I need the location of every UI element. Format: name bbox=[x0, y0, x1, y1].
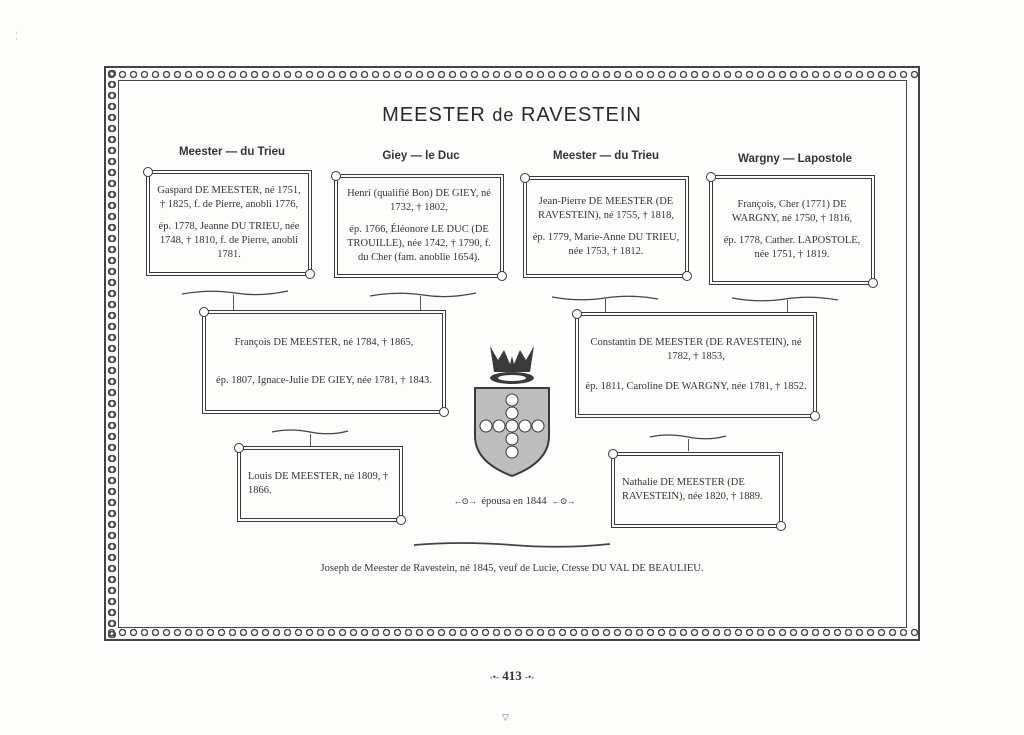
descendant-line: Joseph de Meester de Ravestein, né 1845, veuf de Lucie, Ctesse DU VAL DE BEAULIEU. bbox=[320, 563, 704, 574]
marriage-text: épousa en 1844 bbox=[481, 496, 547, 507]
ornament-left-icon: ←⊙→ bbox=[453, 496, 477, 506]
grandparents-box-3 bbox=[523, 176, 689, 278]
scan-mark: ¦ bbox=[16, 30, 18, 40]
connector-line bbox=[310, 434, 311, 446]
connector-line bbox=[605, 299, 606, 312]
flourish-ornament bbox=[180, 289, 290, 297]
flourish-ornament bbox=[368, 291, 478, 299]
page-number-value: 413 bbox=[502, 668, 522, 683]
connector-line bbox=[233, 295, 234, 311]
coat-of-arms-icon bbox=[470, 338, 554, 478]
title-end: RAVESTEIN bbox=[520, 104, 642, 126]
flourish-ornament bbox=[730, 295, 840, 303]
grandparents-2-wife: ép. 1766, Éléonore LE DUC (DE TROUILLE), née 1742, † 1790, f. du Cher (fam. anoblie 1654). bbox=[347, 224, 491, 263]
connector-line bbox=[688, 439, 689, 451]
page-number bbox=[0, 668, 1024, 684]
column-heading-4: Wargny — Lapostole bbox=[738, 153, 852, 165]
column-heading-2: Giey — le Duc bbox=[382, 150, 460, 162]
grandparents-4-husband: François, Cher (1771) DE WARGNY, né 1750, † 1816, bbox=[731, 199, 853, 224]
frame-border-top bbox=[106, 69, 918, 80]
flourish-ornament bbox=[412, 540, 612, 548]
page-title bbox=[0, 104, 1024, 127]
page-number-dash-right: -•- bbox=[525, 672, 535, 682]
grandparents-box-1 bbox=[146, 170, 312, 276]
parents-1-wife: ép. 1807, Ignace-Julie DE GIEY, née 1781, † 1843. bbox=[216, 375, 432, 386]
connector-line bbox=[420, 296, 421, 311]
grandparents-3-wife: ép. 1779, Marie-Anne DU TRIEU, née 1753, † 1812. bbox=[532, 232, 680, 257]
parents-box-1 bbox=[202, 310, 446, 414]
frame-border-right bbox=[106, 68, 117, 639]
grandparents-box-4 bbox=[709, 175, 875, 285]
child-louis-text: Louis DE MEESTER, né 1809, † 1866. bbox=[248, 471, 389, 496]
frame-border-bottom bbox=[106, 627, 918, 638]
child-box-nathalie bbox=[611, 452, 783, 528]
parents-2-wife: ép. 1811, Caroline DE WARGNY, née 1781, † 1852. bbox=[585, 381, 807, 392]
marriage-note bbox=[444, 496, 584, 507]
title-main: MEESTER bbox=[382, 104, 486, 126]
grandparents-3-husband: Jean-Pierre DE MEESTER (DE RAVESTEIN), né 1755, † 1818, bbox=[537, 196, 674, 221]
child-nathalie-text: Nathalie DE MEESTER (DE RAVESTEIN), née 1820, † 1889. bbox=[622, 477, 763, 502]
ornament-right-icon: ←⊙→ bbox=[551, 496, 575, 506]
title-de: de bbox=[492, 105, 515, 125]
parents-box-2 bbox=[575, 312, 817, 418]
parents-2-husband: Constantin DE MEESTER (DE RAVESTEIN), né 1782, † 1853, bbox=[590, 337, 802, 362]
column-heading-3: Meester — du Trieu bbox=[552, 150, 660, 162]
parents-1-husband: François DE MEESTER, né 1784, † 1865, bbox=[234, 337, 414, 348]
column-heading-1: Meester — du Trieu bbox=[178, 146, 286, 158]
grandparents-4-wife: ép. 1778, Cather. LAPOSTOLE, née 1751, † 1819. bbox=[723, 235, 861, 260]
grandparents-1-wife: ép. 1778, Jeanne DU TRIEU, née 1748, † 1810, f. de Pierre, anobli 1781. bbox=[158, 221, 300, 260]
printer-mark-icon: ▽ bbox=[502, 712, 509, 722]
page-number-dash-left: -•- bbox=[489, 672, 499, 682]
grandparents-box-2 bbox=[334, 174, 504, 278]
child-box-louis bbox=[237, 446, 403, 522]
grandparents-1-husband: Gaspard DE MEESTER, né 1751, † 1825, f. de Pierre, anobli 1776, bbox=[157, 185, 301, 210]
grandparents-2-husband: Henri (qualifié Bon) DE GIEY, né 1732, † 1802, bbox=[347, 188, 491, 213]
